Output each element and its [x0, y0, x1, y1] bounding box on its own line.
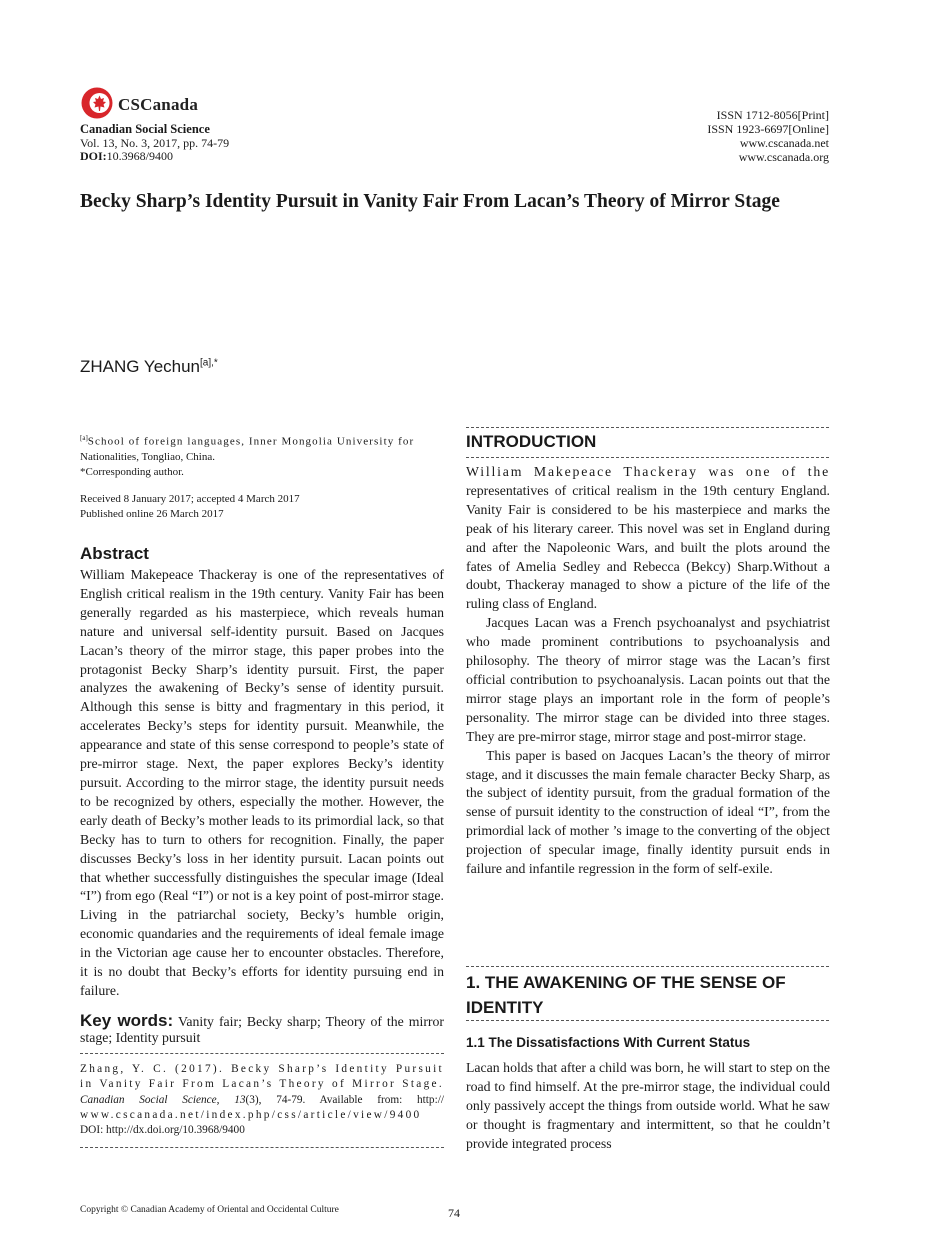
intro-paragraph-2: Jacques Lacan was a French psychoanalyst and psychiatrist who made prominent contributions to psychoanalysis and philosophy. The theory of mirror stage was the Lacan’s first official contribution to psychoanalysis. Lacan points out that the mirror stage plays an important role in the form of people’s personality. The mirror stage can be divided into three stages. They are pre-mirror stage, mirror stage and post-mirror stage.: [466, 615, 830, 744]
intro-p1-start: William Makepeace Thackeray was one of the: [466, 464, 830, 479]
published-date: Published online 26 March 2017: [80, 508, 224, 520]
doi-value: 10.3968/9400: [106, 149, 174, 163]
author-line: [80, 357, 218, 377]
logo-text: CSCanada: [118, 95, 199, 114]
cscanada-logo-icon: [80, 86, 114, 120]
author-name: ZHANG Yechun: [80, 357, 201, 376]
intro-paragraph-3: This paper is based on Jacques Lacan’s the theory of mirror stage, and it discusses the main female character Becky Sharp, as the subject of identity pursuit, from the gradual formation of the sense of pursuit identity to the construction of ideal “I”, from the primordial lack of mother ’s image to the converting of the object projection of specular image, finally identity pursuit ends in failure and infantile regression in the form of self-exile.: [466, 747, 830, 877]
abstract-heading: Abstract: [80, 544, 149, 563]
publisher-logo: [80, 86, 240, 122]
introduction-heading: INTRODUCTION: [466, 432, 597, 451]
citation-part-2: (3), 74-79. Available from: http://: [245, 1093, 444, 1106]
issn-print: ISSN 1712-8056[Print]: [716, 108, 829, 122]
subsection-1-1-body: Lacan holds that after a child was born, he will start to step on the road to find himself. At the pre-mirror stage, the individual could only passively accept the things from outside world. What he saw or thought is fragmentary and intermittent, so that he couldn’t provide integrated process: [466, 1060, 830, 1151]
affiliation-mark: [a]: [80, 434, 88, 442]
citation-doi[interactable]: DOI: http://dx.doi.org/10.3968/9400: [80, 1124, 245, 1137]
keywords-text: Vanity fair; Becky sharp; Theory of the mirror stage; Identity pursuit: [80, 1014, 445, 1045]
copyright: Copyright © Canadian Academy of Oriental and Occidental Culture: [80, 1205, 339, 1215]
citation-part-1: Zhang, Y. C. (2017). Becky Sharp’s Identity Pursuit in Vanity Fair From Lacan’s Theory of Mirror Stage.: [80, 1063, 444, 1091]
url-net[interactable]: www.cscanada.net: [739, 136, 829, 150]
citation: [80, 1062, 444, 1138]
corresponding-author: *Corresponding author.: [80, 465, 184, 478]
keywords: [80, 1013, 444, 1046]
affiliation: [80, 431, 446, 480]
journal-name: Canadian Social Science: [80, 122, 210, 136]
subsection-1-1-heading: 1.1 The Dissatisfactions With Current Status: [466, 1035, 751, 1050]
citation-url[interactable]: www.cscanada.net/index.php/css/article/view/9400: [80, 1108, 422, 1121]
article-dates: [80, 492, 446, 522]
intro-divider-bottom: [466, 457, 829, 458]
citation-journal: Canadian Social Science, 13: [80, 1093, 246, 1106]
citation-divider-bottom: [80, 1147, 444, 1148]
issn-online: ISSN 1923-6697[Online]: [707, 122, 829, 136]
affiliation-line-2: Nationalities, Tongliao, China.: [80, 450, 215, 463]
intro-p1-rest: representatives of critical realism in the 19th century England. Vanity Fair is considered to be his masterpiece and marks the peak of his literary career. This novel was set in England during and after the Napoleonic Wars, and built the plots around the fates of Amelia Sedley and Rebecca (Bekcy) Sharp.Without a doubt, Thackeray managed to show a picture of the life of the ruling class of England.: [466, 482, 830, 612]
keywords-label: Key words:: [80, 1011, 174, 1030]
received-date: Received 8 January 2017; accepted 4 March 2017: [80, 493, 300, 505]
intro-paragraph-1: [466, 463, 830, 614]
abstract-body: William Makepeace Thackeray is one of the representatives of English critical realism in the 19th century. Vanity Fair has been generally regarded as his masterpiece, which reveals human nature and universal self-identity pursuit. Based on Jacques Lacan’s theory of the mirror stage, this paper probes into the protagonist Becky Sharp’s identity pursuit. First, the paper analyzes the awakening of Becky’s sense of identity pursuit. Although this sense is bitty and fragmentary in this period, it accelerates Becky’s steps for identity pursuit. Meanwhile, the appearance and state of this sense correspond to people’s state of pre-mirror stage. Next, the paper explores Becky’s identity pursuit. According to the mirror stage, the identity pursuit needs to be recognized by others, especially the mother. However, the early death of Becky’s mother leads to its primordial lack, so that Becky has to turn to others for recognition. Finally, the paper discusses Becky’s loss in her identity pursuit. Lacan points out that whether successfully distinguishes the specular image (Ideal “I”) from ego (Real “I”) or not is a key point of post-mirror stage. Living in the patriarchal society, Becky’s humble origin, economic quandaries and the requirements of ideal female image in the Victorian age cause her to encounter obstacles. Therefore, it is no doubt that Becky’s efforts for identity pursuing end in failure.: [80, 567, 444, 998]
article-title: Becky Sharp’s Identity Pursuit in Vanity Fair From Lacan’s Theory of Mirror Stage: [80, 191, 780, 212]
page-number: 74: [448, 1206, 460, 1220]
author-marks: [a],*: [200, 357, 218, 369]
section1-divider-bottom: [466, 1020, 829, 1021]
intro-divider-top: [466, 427, 829, 428]
affiliation-line-1: School of foreign languages, Inner Mongolia University for: [87, 435, 415, 448]
section1-divider-top: [466, 966, 829, 967]
volume-line: Vol. 13, No. 3, 2017, pp. 74-79: [80, 136, 230, 150]
url-org[interactable]: www.cscanada.org: [738, 150, 829, 164]
section1-heading: 1. THE AWAKENING OF THE SENSE OF IDENTITY: [466, 973, 786, 1017]
introduction-body: [466, 463, 830, 879]
citation-divider-top: [80, 1053, 444, 1054]
doi-label: DOI:: [80, 149, 107, 163]
doi-line: [80, 149, 173, 164]
